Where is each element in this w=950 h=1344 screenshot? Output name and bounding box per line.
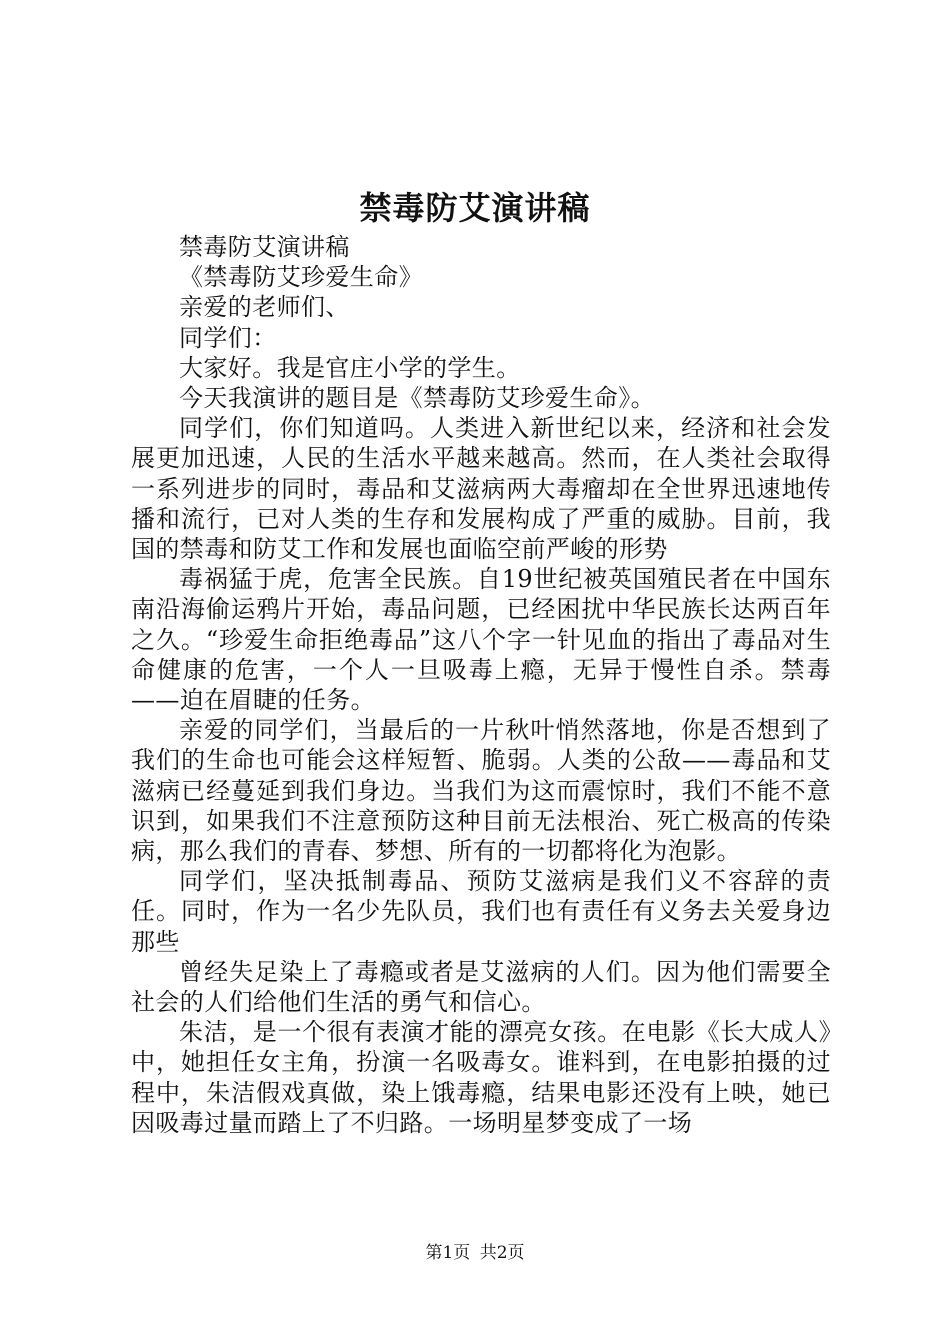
page-total: 共2页	[479, 1243, 525, 1263]
paragraph-greeting: 大家好。我是官庄小学的学生。	[179, 353, 521, 382]
paragraph-body: 亲爱的同学们，当最后的一片秋叶悄然落地，你是否想到了我们的生命也可能会这样短暂、脆弱。人类的公敌——毒品和艾滋病已经蔓延到我们身边。当我们为这而震惊时，我们不能不意识到，如果我们不注意预防这种目前无法根治、死亡极高的传染病，那么我们的青春、梦想、所有的一切都将化为泡影。	[131, 716, 831, 866]
page-number: 第1页	[425, 1243, 471, 1263]
paragraph-salutation-students: 同学们：	[179, 323, 277, 352]
document-title: 禁毒防艾演讲稿	[359, 189, 591, 227]
paragraph-body: 同学们，你们知道吗。人类进入新世纪以来，经济和社会发展更加迅速，人民的生活水平越来越高。然而，在人类社会取得一系列进步的同时，毒品和艾滋病两大毒瘤却在全世界迅速地传播和流行，已对人类的生存和发展构成了严重的威胁。目前，我国的禁毒和防艾工作和发展也面临空前严峻的形势	[131, 414, 831, 564]
paragraph-body: 朱洁，是一个很有表演才能的漂亮女孩。在电影《长大成人》中，她担任女主角，扮演一名吸毒女。谁料到，在电影拍摄的过程中，朱洁假戏真做，染上饿毒瘾，结果电影还没有上映，她已因吸毒过量而踏上了不归路。一场明星梦变成了一场	[131, 1018, 831, 1137]
paragraph-body: 毒祸猛于虎，危害全民族。自19世纪被英国殖民者在中国东南沿海偷运鸦片开始，毒品问题，已经困扰中华民族长达两百年之久。“珍爱生命拒绝毒品”这八个字一针见血的指出了毒品对生命健康的危害，一个人一旦吸毒上瘾，无异于慢性自杀。禁毒——迫在眉睫的任务。	[131, 565, 831, 715]
paragraph-body: 曾经失足染上了毒瘾或者是艾滋病的人们。因为他们需要全社会的人们给他们生活的勇气和信心。	[131, 957, 831, 1017]
paragraph-topic: 今天我演讲的题目是《禁毒防艾珍爱生命》。	[179, 384, 655, 413]
paragraph-salutation-teachers: 亲爱的老师们、	[179, 293, 350, 322]
document-body	[131, 232, 831, 1138]
paragraph-body: 同学们，坚决抵制毒品、预防艾滋病是我们义不容辞的责任。同时，作为一名少先队员，我们也有责任有义务去关爱身边那些	[131, 867, 831, 956]
paragraph-heading: 禁毒防艾演讲稿	[179, 233, 350, 261]
paragraph-subtitle: 《禁毒防艾珍爱生命》	[179, 263, 423, 292]
page-footer	[0, 1242, 950, 1264]
